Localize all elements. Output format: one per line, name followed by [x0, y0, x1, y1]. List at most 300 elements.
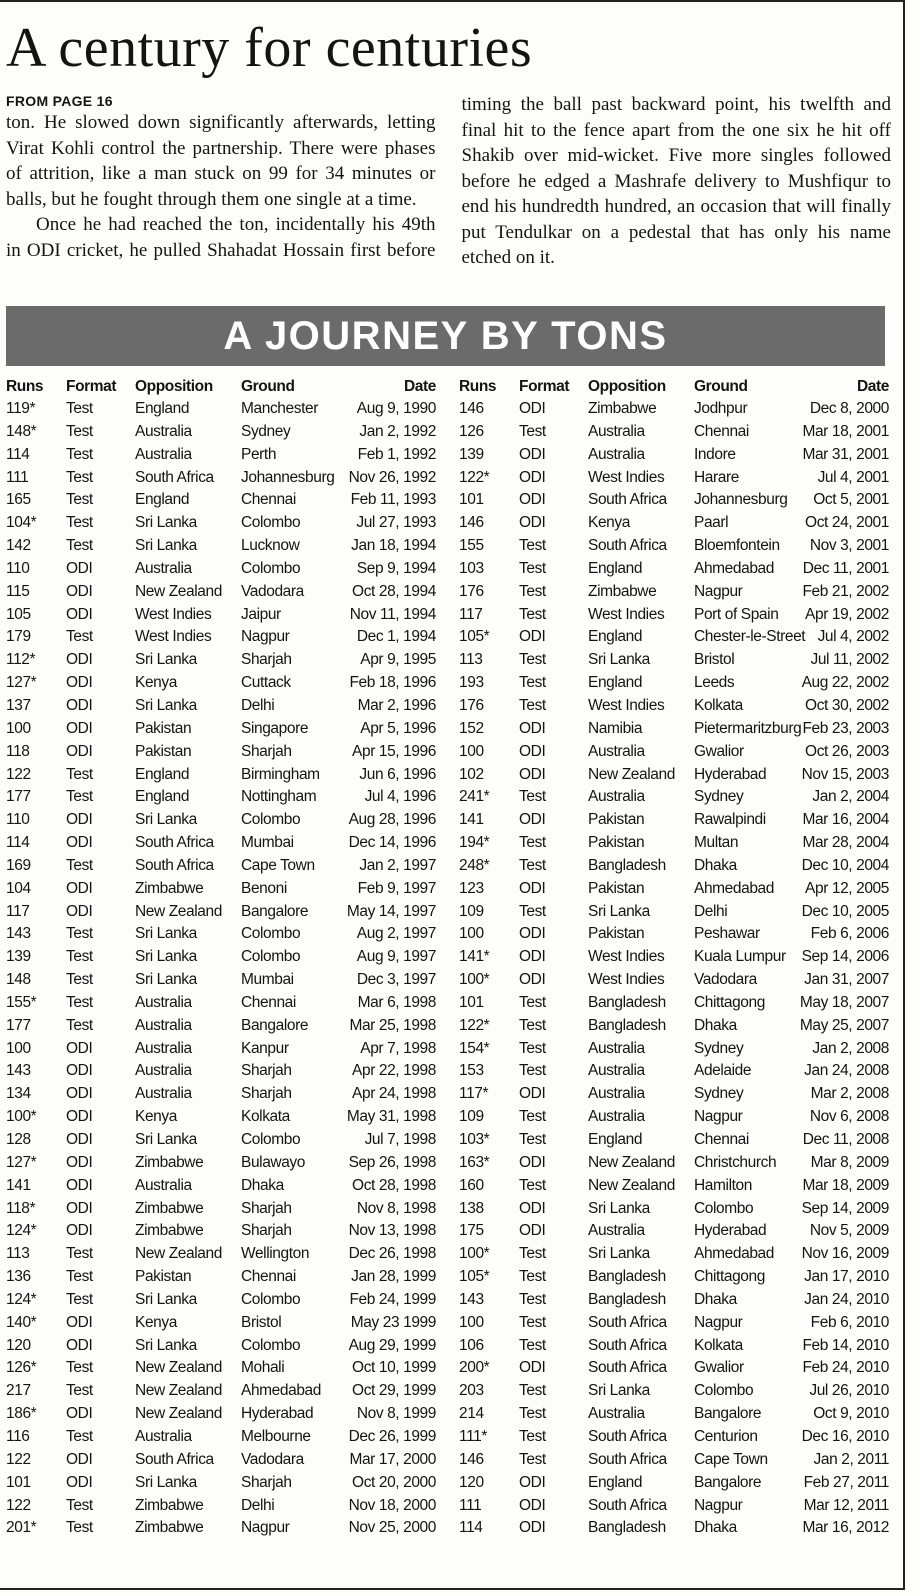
from-page-label: FROM PAGE 16	[6, 93, 113, 109]
cell-opposition: West Indies	[135, 628, 212, 646]
article-paragraph: Once he had reached the ton, incidentally his 49th in ODI cricket, he pulled Shahadat Hossain first before timing the ball past backward point, his twelfth and final hit to the fence apart from the one six he hit off Shakib over mid-wicket. Five more singles followed before he edged a Mashrafe delivery to Mushfiqur to end his hundredth hundred, an occasion that will finally put Tendulkar on a pedestal that has only his name etched on it.	[6, 94, 891, 268]
cell-opposition: Pakistan	[588, 925, 645, 943]
cell-opposition: Australia	[135, 1039, 192, 1057]
table-row	[459, 901, 889, 924]
cell-opposition: South Africa	[135, 1450, 214, 1468]
cell-format: ODI	[66, 902, 93, 920]
cell-format: Test	[519, 537, 546, 555]
cell-format: Test	[66, 993, 93, 1011]
cell-ground: Rawalpindi	[694, 811, 766, 829]
cell-format: ODI	[66, 1108, 93, 1126]
cell-format: ODI	[519, 628, 546, 646]
cell-format: ODI	[66, 834, 93, 852]
cell-format: Test	[519, 1427, 546, 1445]
cell-opposition: England	[135, 491, 190, 509]
table-row	[459, 878, 889, 901]
cell-opposition: Australia	[135, 1427, 192, 1445]
cell-date: Dec 26, 1998	[348, 1245, 436, 1263]
cell-runs: 103	[459, 559, 484, 577]
cell-runs: 127*	[6, 1153, 37, 1171]
cell-runs: 165	[6, 491, 31, 509]
cell-format: Test	[519, 788, 546, 806]
table-row	[459, 1357, 889, 1380]
cell-date: Mar 18, 2001	[802, 422, 889, 440]
cell-runs: 101	[459, 491, 484, 509]
cell-date: Feb 23, 2003	[802, 719, 889, 737]
cell-format: Test	[66, 1290, 93, 1308]
cell-opposition: Zimbabwe	[135, 879, 204, 897]
cell-format: Test	[66, 765, 93, 783]
cell-date: Mar 6, 1998	[357, 993, 436, 1011]
cell-runs: 141	[6, 1176, 31, 1194]
cell-opposition: Sri Lanka	[588, 1245, 650, 1263]
cell-ground: Chennai	[694, 422, 749, 440]
cell-runs: 104*	[6, 514, 37, 532]
cell-opposition: Australia	[588, 445, 645, 463]
cell-opposition: Bangladesh	[588, 1290, 666, 1308]
cell-ground: Leeds	[694, 674, 735, 692]
cell-opposition: South Africa	[588, 1359, 667, 1377]
cell-opposition: Australia	[135, 445, 192, 463]
cell-opposition: New Zealand	[588, 1176, 675, 1194]
cell-opposition: South Africa	[588, 1496, 667, 1514]
cell-ground: Nagpur	[241, 1519, 290, 1537]
cell-ground: Chennai	[694, 1131, 749, 1148]
cell-ground: Mumbai	[241, 834, 294, 852]
cell-date: Oct 20, 2000	[352, 1473, 436, 1491]
cell-ground: Colombo	[241, 1290, 301, 1308]
cell-runs: 200*	[459, 1359, 490, 1377]
cell-format: Test	[519, 993, 546, 1011]
cell-date: Apr 24, 1998	[352, 1085, 436, 1103]
cell-opposition: England	[588, 1131, 643, 1148]
cell-ground: Delhi	[694, 902, 728, 920]
cell-ground: Centurion	[694, 1427, 758, 1445]
table-row	[459, 467, 889, 490]
cell-date: Dec 8, 2000	[809, 400, 889, 417]
table-row	[459, 444, 889, 467]
table-row	[6, 467, 436, 490]
cell-date: Apr 5, 1996	[360, 719, 436, 737]
table-row	[6, 489, 436, 512]
cell-format: Test	[66, 1519, 93, 1537]
cell-date: Aug 2, 1997	[356, 925, 436, 943]
cell-date: Dec 26, 1999	[348, 1427, 436, 1445]
cell-runs: 127*	[6, 674, 37, 692]
cell-ground: Colombo	[241, 559, 301, 577]
cell-format: Test	[66, 628, 93, 646]
cell-format: ODI	[519, 1199, 546, 1217]
cell-ground: Adelaide	[694, 1062, 752, 1080]
cell-ground: Sydney	[694, 1085, 744, 1103]
cell-format: Test	[519, 1405, 546, 1423]
cell-opposition: Australia	[588, 742, 645, 760]
cell-runs: 155	[459, 537, 484, 555]
cell-format: Test	[66, 422, 93, 440]
cell-ground: Ahmedabad	[694, 559, 774, 577]
cell-runs: 163*	[459, 1153, 490, 1171]
table-row	[6, 1243, 436, 1266]
cell-opposition: New Zealand	[135, 1405, 222, 1423]
cell-opposition: South Africa	[135, 834, 214, 852]
header-format: Format	[519, 378, 570, 395]
cell-ground: Colombo	[241, 948, 301, 966]
header-date: Date	[857, 378, 889, 395]
cell-format: Test	[519, 422, 546, 440]
cell-opposition: Zimbabwe	[135, 1153, 204, 1171]
table-row	[459, 718, 889, 741]
cell-runs: 109	[459, 902, 484, 920]
cell-runs: 193	[459, 674, 484, 692]
cell-opposition: Sri Lanka	[135, 1131, 197, 1148]
cell-opposition: West Indies	[588, 468, 665, 486]
cell-ground: Johannesburg	[694, 491, 788, 509]
cell-opposition: Kenya	[135, 1313, 177, 1331]
table-row	[459, 1335, 889, 1358]
cell-opposition: Zimbabwe	[135, 1222, 204, 1240]
cell-opposition: Pakistan	[135, 719, 192, 737]
table-row	[459, 535, 889, 558]
table-row	[459, 581, 889, 604]
cell-format: Test	[66, 1382, 93, 1400]
cell-ground: Nagpur	[694, 1108, 743, 1126]
cell-opposition: Australia	[135, 559, 192, 577]
cell-ground: Bristol	[694, 651, 735, 669]
cell-opposition: Zimbabwe	[135, 1519, 204, 1537]
cell-runs: 138	[459, 1199, 484, 1217]
cell-format: Test	[519, 856, 546, 874]
cell-runs: 194*	[459, 834, 490, 852]
cell-date: Dec 10, 2004	[801, 856, 889, 874]
table-row	[6, 1175, 436, 1198]
cell-runs: 119*	[6, 400, 36, 417]
cell-ground: Sharjah	[241, 1222, 292, 1240]
cell-opposition: West Indies	[135, 605, 212, 623]
cell-runs: 123	[459, 879, 484, 897]
cell-opposition: Bangladesh	[588, 1268, 666, 1286]
cell-format: ODI	[519, 811, 546, 829]
table-row	[459, 1426, 889, 1449]
cell-format: Test	[66, 971, 93, 989]
cell-ground: Harare	[694, 468, 739, 486]
cell-ground: Chennai	[241, 993, 296, 1011]
table-row	[6, 1038, 436, 1061]
cell-runs: 126	[459, 422, 484, 440]
cell-ground: Ahmedabad	[694, 879, 774, 897]
cell-runs: 177	[6, 788, 31, 806]
cell-runs: 175	[459, 1222, 484, 1240]
header-runs: Runs	[459, 378, 497, 395]
cell-opposition: Zimbabwe	[588, 582, 657, 600]
cell-ground: Cape Town	[241, 856, 315, 874]
cell-date: Oct 30, 2002	[805, 696, 889, 714]
cell-format: ODI	[66, 1473, 93, 1491]
cell-format: ODI	[66, 1153, 93, 1171]
cell-runs: 142	[6, 537, 31, 555]
table-row	[459, 1175, 889, 1198]
cell-date: Apr 7, 1998	[360, 1039, 436, 1057]
cell-date: Oct 28, 1994	[352, 582, 436, 600]
cell-runs: 105*	[459, 1268, 490, 1286]
cell-format: ODI	[519, 765, 546, 783]
cell-format: Test	[519, 1016, 546, 1034]
cell-format: Test	[66, 1359, 93, 1377]
table-row	[459, 992, 889, 1015]
cell-runs: 217	[6, 1382, 31, 1400]
table-row	[459, 832, 889, 855]
cell-opposition: Sri Lanka	[588, 1199, 650, 1217]
cell-ground: Bristol	[241, 1313, 282, 1331]
cell-format: ODI	[66, 1131, 93, 1148]
cell-ground: Colombo	[694, 1382, 754, 1400]
cell-date: Jan 2, 2004	[812, 788, 889, 806]
table-row	[6, 832, 436, 855]
cell-opposition: Sri Lanka	[135, 1290, 197, 1308]
cell-ground: Colombo	[694, 1199, 754, 1217]
cell-ground: Hyderabad	[241, 1405, 314, 1423]
cell-runs: 105*	[459, 628, 490, 646]
cell-opposition: Kenya	[588, 514, 630, 532]
cell-opposition: Sri Lanka	[135, 514, 197, 532]
table-row	[459, 1517, 889, 1540]
cell-date: Jan 24, 2010	[804, 1290, 889, 1308]
table-row	[6, 1495, 436, 1518]
cell-format: ODI	[66, 811, 93, 829]
section-banner: A JOURNEY BY TONS	[6, 306, 885, 366]
cell-ground: Lucknow	[241, 537, 300, 555]
cell-date: Oct 9, 2010	[813, 1405, 889, 1423]
cell-format: ODI	[519, 1085, 546, 1103]
cell-opposition: Zimbabwe	[135, 1496, 204, 1514]
cell-runs: 102	[459, 765, 484, 783]
cell-format: ODI	[519, 514, 546, 532]
cell-runs: 122	[6, 765, 31, 783]
cell-runs: 136	[6, 1268, 31, 1286]
cell-date: Jan 2, 2011	[813, 1450, 889, 1468]
header-opposition: Opposition	[588, 378, 666, 395]
cell-ground: Perth	[241, 445, 277, 463]
cell-opposition: Australia	[588, 788, 645, 806]
table-row	[6, 786, 436, 809]
cell-opposition: Sri Lanka	[135, 971, 197, 989]
table-row	[6, 1083, 436, 1106]
cell-format: Test	[519, 1108, 546, 1126]
cell-format: Test	[66, 856, 93, 874]
cell-runs: 143	[6, 1062, 31, 1080]
cell-ground: Sharjah	[241, 742, 292, 760]
cell-format: ODI	[519, 1473, 546, 1491]
cell-opposition: Australia	[588, 1222, 645, 1240]
table-row	[459, 969, 889, 992]
table-row	[6, 741, 436, 764]
cell-ground: Multan	[694, 834, 739, 852]
table-row	[6, 604, 436, 627]
header-format: Format	[66, 378, 117, 395]
table-row	[459, 1106, 889, 1129]
cell-opposition: West Indies	[588, 696, 665, 714]
cell-date: Nov 13, 1998	[348, 1222, 436, 1240]
cell-runs: 248*	[459, 856, 490, 874]
cell-date: Sep 9, 1994	[356, 559, 436, 577]
table-row	[459, 1449, 889, 1472]
cell-runs: 169	[6, 856, 31, 874]
cell-ground: Singapore	[241, 719, 309, 737]
table-row	[459, 741, 889, 764]
table-row	[6, 764, 436, 787]
table-row	[6, 1472, 436, 1495]
cell-ground: Peshawar	[694, 925, 760, 943]
cell-opposition: Pakistan	[135, 1268, 192, 1286]
cell-runs: 120	[459, 1473, 484, 1491]
cell-format: ODI	[66, 1199, 93, 1217]
cell-ground: Port of Spain	[694, 605, 779, 623]
cell-opposition: Australia	[588, 1108, 645, 1126]
cell-format: ODI	[66, 1313, 93, 1331]
cell-runs: 148*	[6, 422, 37, 440]
table-row	[6, 1129, 436, 1152]
cell-runs: 179	[6, 628, 31, 646]
cell-opposition: Pakistan	[588, 834, 645, 852]
table-row	[459, 672, 889, 695]
cell-runs: 146	[459, 1450, 484, 1468]
table-row	[6, 878, 436, 901]
table-row	[6, 718, 436, 741]
table-row	[459, 946, 889, 969]
table-row	[459, 923, 889, 946]
cell-opposition: South Africa	[135, 468, 214, 486]
table-row	[459, 855, 889, 878]
cell-date: Feb 11, 1993	[350, 491, 436, 509]
table-row	[459, 489, 889, 512]
cell-format: ODI	[519, 1153, 546, 1171]
cell-runs: 153	[459, 1062, 484, 1080]
cell-runs: 118	[6, 742, 30, 760]
article-body	[6, 92, 891, 292]
cell-format: ODI	[519, 1519, 546, 1537]
cell-ground: Kuala Lumpur	[694, 948, 786, 966]
cell-date: Oct 28, 1998	[352, 1176, 436, 1194]
cell-runs: 176	[459, 582, 484, 600]
cell-date: Nov 18, 2000	[348, 1496, 436, 1514]
cell-format: Test	[519, 1039, 546, 1057]
table-row	[6, 946, 436, 969]
table-row	[6, 1015, 436, 1038]
cell-ground: Bangalore	[241, 902, 309, 920]
cell-date: Nov 3, 2001	[809, 537, 889, 555]
cell-ground: Jaipur	[241, 605, 281, 623]
cell-date: Apr 19, 2002	[805, 605, 889, 623]
cell-ground: Ahmedabad	[241, 1382, 321, 1400]
cell-runs: 113	[6, 1245, 30, 1263]
cell-ground: Colombo	[241, 811, 301, 829]
cell-ground: Sydney	[694, 1039, 744, 1057]
cell-ground: Nagpur	[694, 1496, 743, 1514]
cell-date: Nov 26, 1992	[348, 468, 436, 486]
cell-ground: Vadodara	[241, 1450, 304, 1468]
cell-date: Feb 24, 1999	[349, 1290, 436, 1308]
cell-runs: 139	[459, 445, 484, 463]
cell-date: Oct 29, 1999	[352, 1382, 436, 1400]
cell-runs: 137	[6, 696, 31, 714]
table-row	[459, 1243, 889, 1266]
cell-date: Jan 2, 1992	[359, 422, 436, 440]
cell-format: Test	[519, 605, 546, 623]
cell-opposition: Bangladesh	[588, 1016, 666, 1034]
cell-ground: Mumbai	[241, 971, 294, 989]
cell-format: Test	[519, 1062, 546, 1080]
cell-ground: Dhaka	[694, 856, 737, 874]
cell-format: ODI	[519, 400, 546, 417]
header-date: Date	[404, 378, 436, 395]
cell-runs: 134	[6, 1085, 31, 1103]
cell-date: May 14, 1997	[346, 902, 436, 920]
cell-date: Nov 11, 1994	[349, 605, 436, 623]
cell-runs: 117	[6, 902, 30, 920]
cell-opposition: New Zealand	[135, 1245, 222, 1263]
cell-runs: 141*	[459, 948, 490, 966]
cell-ground: Indore	[694, 445, 736, 463]
cell-date: Feb 6, 2010	[810, 1313, 889, 1331]
cell-date: Nov 15, 2003	[801, 765, 889, 783]
cell-format: Test	[519, 1450, 546, 1468]
table-row	[459, 558, 889, 581]
cell-ground: Sharjah	[241, 1473, 292, 1491]
table-row	[6, 1335, 436, 1358]
cell-runs: 143	[6, 925, 31, 943]
centuries-table-left	[6, 376, 436, 1540]
table-header-row	[6, 376, 436, 398]
cell-runs: 112*	[6, 651, 36, 669]
cell-ground: Nottingham	[241, 788, 317, 806]
cell-format: Test	[519, 834, 546, 852]
table-row	[6, 1152, 436, 1175]
header-opposition: Opposition	[135, 378, 213, 395]
table-row	[459, 695, 889, 718]
cell-date: Mar 2, 1996	[357, 696, 436, 714]
cell-ground: Delhi	[241, 1496, 275, 1514]
cell-runs: 114	[6, 834, 30, 852]
cell-date: Sep 14, 2006	[801, 948, 889, 966]
cell-format: ODI	[66, 879, 93, 897]
cell-runs: 100	[459, 1313, 484, 1331]
cell-format: ODI	[66, 1336, 93, 1354]
cell-opposition: New Zealand	[135, 1382, 222, 1400]
cell-date: Nov 8, 1999	[356, 1405, 436, 1423]
cell-opposition: England	[588, 628, 643, 646]
cell-date: Feb 9, 1997	[357, 879, 436, 897]
cell-runs: 100*	[459, 1245, 490, 1263]
cell-date: Jan 18, 1994	[351, 537, 436, 555]
cell-ground: Nagpur	[694, 582, 743, 600]
cell-opposition: Sri Lanka	[135, 948, 197, 966]
cell-opposition: Australia	[135, 993, 192, 1011]
cell-runs: 122*	[459, 1016, 490, 1034]
cell-ground: Sydney	[694, 788, 744, 806]
cell-format: Test	[66, 1245, 93, 1263]
cell-opposition: Kenya	[135, 674, 177, 692]
cell-opposition: Australia	[135, 1062, 192, 1080]
cell-opposition: England	[588, 559, 643, 577]
cell-runs: 111	[6, 468, 29, 486]
cell-runs: 110	[6, 811, 30, 829]
cell-runs: 110	[6, 559, 30, 577]
cell-format: ODI	[66, 1085, 93, 1103]
cell-runs: 100	[459, 742, 484, 760]
cell-opposition: Bangladesh	[588, 1519, 666, 1537]
cell-runs: 118*	[6, 1199, 36, 1217]
table-row	[6, 512, 436, 535]
table-row	[459, 626, 889, 649]
